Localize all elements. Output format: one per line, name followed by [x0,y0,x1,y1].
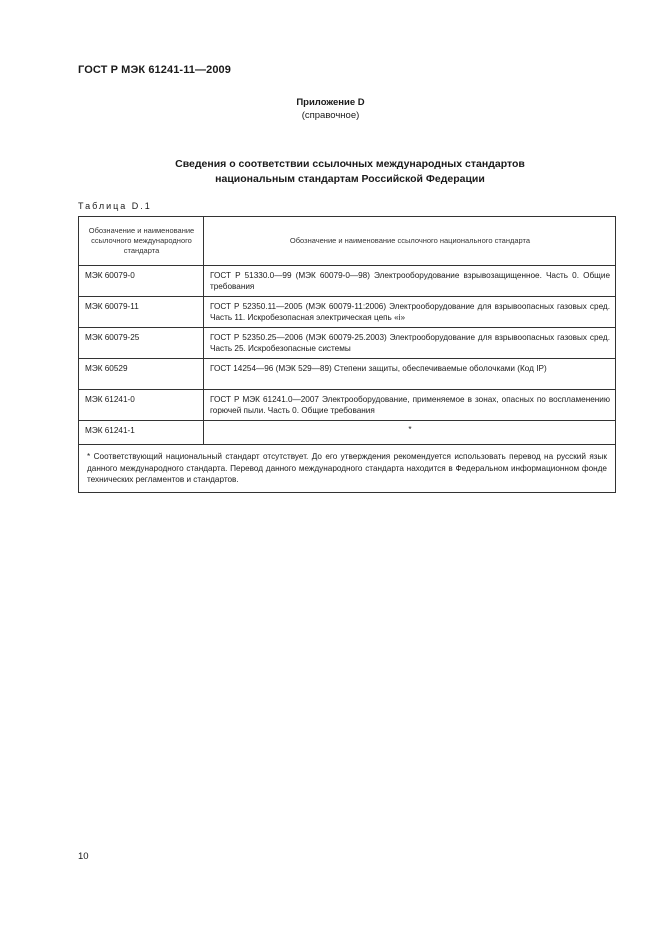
table-row [79,390,616,421]
table-footnote-row [79,445,616,493]
national-standard-cell: ГОСТ Р 52350.11—2005 (МЭК 60079-11:2006) Электрооборудование для взрывоопасных газовых сред. Часть 11. Искробезопасная электрическая цепь «i» [204,297,616,328]
international-standard-cell: МЭК 60529 [79,359,204,390]
international-standard-cell: МЭК 60079-11 [79,297,204,328]
reference-standards-table [78,216,616,493]
document-title-line-1: Сведения о соответствии ссылочных международных стандартов [175,158,525,170]
header-international-standard: Обозначение и наименование ссылочного международного стандарта [79,217,204,266]
national-standard-cell: ГОСТ Р 52350.25—2006 (МЭК 60079-25.2003) Электрооборудование для взрывоопасных газовых сред. Часть 25. Искробезопасные системы [204,328,616,359]
page-number: 10 [78,851,89,862]
table-row [79,359,616,390]
international-standard-cell: МЭК 61241-1 [79,421,204,445]
national-standard-cell: ГОСТ Р МЭК 61241.0—2007 Электрооборудование, применяемое в зонах, опасных по воспламенению горючей пыли. Часть 0. Общие требования [204,390,616,421]
appendix-title: Приложение D [296,97,365,108]
document-title [0,157,661,187]
international-standard-cell: МЭК 60079-0 [79,266,204,297]
table-row [79,328,616,359]
national-standard-cell: ГОСТ 14254—96 (МЭК 529—89) Степени защиты, обеспечиваемые оболочками (Код IP) [204,359,616,390]
appendix-subtitle: (справочное) [301,110,360,121]
international-standard-cell: МЭК 61241-0 [79,390,204,421]
table-row [79,266,616,297]
document-header: ГОСТ Р МЭК 61241-11—2009 [78,64,231,76]
document-title-line-2: национальным стандартам Российской Федерации [215,173,485,185]
table-row [79,421,616,445]
national-standard-cell: * [204,421,616,445]
table-header-row [79,217,616,266]
national-standard-cell: ГОСТ Р 51330.0—99 (МЭК 60079-0—98) Электрооборудование взрывозащищенное. Часть 0. Общие требования [204,266,616,297]
table-caption: Таблица D.1 [78,201,152,211]
table-footnote: * Соответствующий национальный стандарт отсутствует. До его утверждения рекомендуется использовать перевод на русский язык данного международного стандарта. Перевод данного международного стандарта находится в Федеральном информационном фонде технических регламентов и стандартов. [79,445,616,493]
appendix-heading [0,96,661,122]
international-standard-cell: МЭК 60079-25 [79,328,204,359]
header-national-standard: Обозначение и наименование ссылочного национального стандарта [204,217,616,266]
table-row [79,297,616,328]
